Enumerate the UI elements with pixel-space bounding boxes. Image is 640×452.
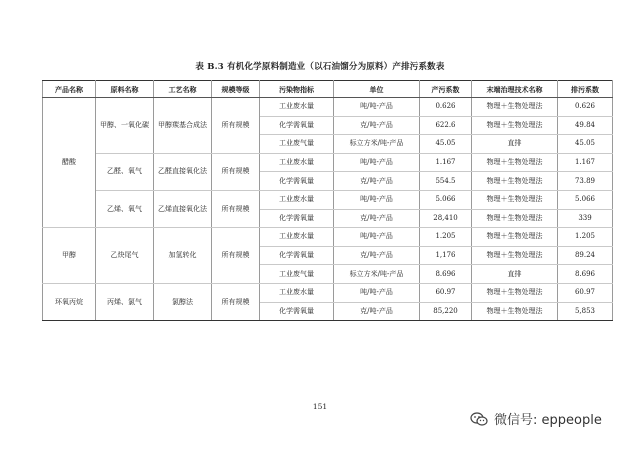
emission-factor-cell: 73.89 [558,172,613,191]
header-production-factor: 产污系数 [420,81,472,98]
header-material: 原料名称 [96,81,154,98]
treatment-cell: 物理＋生物处理法 [472,153,558,172]
header-row [43,81,613,98]
pollutant-cell: 工业废气量 [260,135,334,154]
wechat-icon [470,411,488,427]
pollutant-cell: 工业废气量 [260,265,334,284]
table-body [43,98,613,321]
pollutant-cell: 工业废水量 [260,228,334,247]
pollutant-cell: 化学需氧量 [260,209,334,228]
header-product: 产品名称 [43,81,96,98]
production-factor-cell: 5.066 [420,190,472,209]
treatment-cell: 物理＋生物处理法 [472,302,558,321]
pollutant-cell: 化学需氧量 [260,302,334,321]
emission-factor-cell: 1.167 [558,153,613,172]
header-pollutant: 污染物指标 [260,81,334,98]
material-cell: 丙烯、氯气 [96,283,154,320]
treatment-cell: 物理＋生物处理法 [472,190,558,209]
table-row [43,228,613,247]
unit-cell: 吨/吨-产品 [334,98,420,117]
emission-factor-table [42,80,613,321]
table-row [43,98,613,117]
treatment-cell: 物理＋生物处理法 [472,283,558,302]
unit-cell: 标立方米/吨-产品 [334,135,420,154]
material-cell: 乙烯、氧气 [96,190,154,227]
treatment-cell: 物理＋生物处理法 [472,228,558,247]
emission-factor-cell: 45.05 [558,135,613,154]
scale-cell: 所有规模 [212,228,260,284]
treatment-cell: 物理＋生物处理法 [472,209,558,228]
production-factor-cell: 8.696 [420,265,472,284]
process-cell: 氯醇法 [154,283,212,320]
product-cell: 醋酸 [43,98,96,228]
pollutant-cell: 化学需氧量 [260,116,334,135]
emission-factor-cell: 8.696 [558,265,613,284]
process-cell: 甲醇羰基合成法 [154,98,212,154]
process-cell: 加氢转化 [154,228,212,284]
watermark-text: 微信号: eppeople [494,413,602,428]
emission-factor-cell: 0.626 [558,98,613,117]
material-cell: 乙醛、氧气 [96,153,154,190]
header-treatment: 末端治理技术名称 [472,81,558,98]
table-row [43,153,613,172]
production-factor-cell: 85,220 [420,302,472,321]
unit-cell: 克/吨-产品 [334,116,420,135]
scale-cell: 所有规模 [212,283,260,320]
product-cell: 环氧丙烷 [43,283,96,320]
scale-cell: 所有规模 [212,98,260,154]
unit-cell: 吨/吨-产品 [334,153,420,172]
table-row [43,190,613,209]
material-cell: 乙炔尾气 [96,228,154,284]
production-factor-cell: 1.205 [420,228,472,247]
production-factor-cell: 28,410 [420,209,472,228]
emission-factor-cell: 49.84 [558,116,613,135]
unit-cell: 吨/吨-产品 [334,283,420,302]
treatment-cell: 物理＋生物处理法 [472,172,558,191]
material-cell: 甲醇、一氧化碳 [96,98,154,154]
unit-cell: 克/吨-产品 [334,302,420,321]
scale-cell: 所有规模 [212,190,260,227]
table-row [43,283,613,302]
production-factor-cell: 0.626 [420,98,472,117]
treatment-cell: 直排 [472,135,558,154]
page-number: 151 [312,402,328,411]
treatment-cell: 直排 [472,265,558,284]
pollutant-cell: 化学需氧量 [260,172,334,191]
production-factor-cell: 1,176 [420,246,472,265]
header-emission-factor: 排污系数 [558,81,613,98]
pollutant-cell: 工业废水量 [260,190,334,209]
header-process: 工艺名称 [154,81,212,98]
process-cell: 乙醛直接氧化法 [154,153,212,190]
treatment-cell: 物理＋生物处理法 [472,246,558,265]
emission-factor-cell: 5,853 [558,302,613,321]
production-factor-cell: 554.5 [420,172,472,191]
unit-cell: 吨/吨-产品 [334,228,420,247]
production-factor-cell: 45.05 [420,135,472,154]
emission-factor-cell: 339 [558,209,613,228]
emission-factor-cell: 60.97 [558,283,613,302]
unit-cell: 克/吨-产品 [334,246,420,265]
header-unit: 单位 [334,81,420,98]
scale-cell: 所有规模 [212,153,260,190]
emission-factor-cell: 5.066 [558,190,613,209]
treatment-cell: 物理＋生物处理法 [472,116,558,135]
product-cell: 甲醇 [43,228,96,284]
unit-cell: 标立方米/吨-产品 [334,265,420,284]
table-caption: 表 B.3 有机化学原料制造业（以石油馏分为原料）产排污系数表 [195,62,445,72]
emission-factor-cell: 89.24 [558,246,613,265]
production-factor-cell: 1.167 [420,153,472,172]
watermark [470,409,602,428]
production-factor-cell: 60.97 [420,283,472,302]
pollutant-cell: 工业废水量 [260,98,334,117]
pollutant-cell: 化学需氧量 [260,246,334,265]
production-factor-cell: 622.6 [420,116,472,135]
emission-factor-cell: 1.205 [558,228,613,247]
pollutant-cell: 工业废水量 [260,283,334,302]
unit-cell: 克/吨-产品 [334,209,420,228]
treatment-cell: 物理＋生物处理法 [472,98,558,117]
process-cell: 乙烯直接氧化法 [154,190,212,227]
pollutant-cell: 工业废水量 [260,153,334,172]
unit-cell: 吨/吨-产品 [334,190,420,209]
header-scale: 规模等级 [212,81,260,98]
unit-cell: 克/吨-产品 [334,172,420,191]
